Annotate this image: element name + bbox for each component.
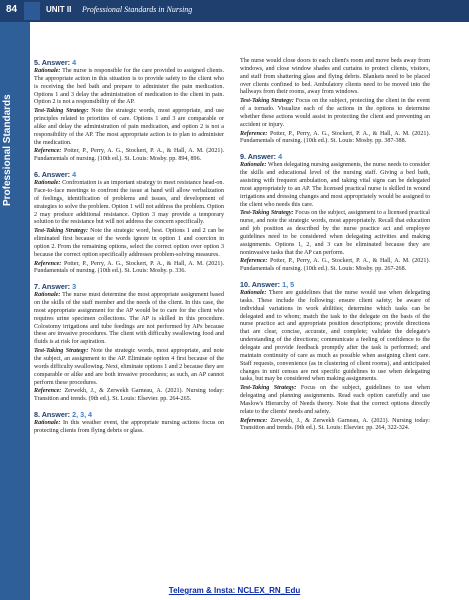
answer-paragraph [240,258,430,274]
paragraph-label: Rationale: [240,162,267,169]
answer-paragraph [34,420,224,436]
answer-label: 6. Answer: [34,170,73,180]
page-header [0,0,469,22]
answer-paragraph [34,292,224,347]
answer-value: 1, 5 [282,280,295,290]
answer-heading [240,152,430,161]
answer-block [34,282,224,404]
paragraph-label: Reference: [240,130,268,137]
paragraph-text: The nurse must determine the most appropriate assignment based on the skills of the staff member and the needs of the client. In this case, the most appropriate assignment for the AP would be to care for the client who requires urine specimen collections. The AP is skilled in this procedure. Colostomy irrigations and tube feedings are not performed by APs because these are invasive procedures. The client with difficulty swallowing food and fluids is at risk for aspiration. [34,292,224,346]
paragraph-text: Potter, P., Perry, A. G., Stockert, P. A., & Hall, A. M. (2021). Fundamentals of nursing. (10th ed.). St. Louis: Mosby. pp. 894, 896. [34,148,224,163]
page-number: 84 [6,4,18,15]
answer-paragraph [34,261,224,277]
paragraph-text: Focus on the subject, protecting the client in the event of a tornado. Visualize each of the actions in the options to determine whether these actions would assist in protecting the client and preventing an accident or injury. [240,98,430,128]
paragraph-text: In this weather event, the appropriate nursing actions focus on protecting clients from flying debris or glass. [34,420,224,434]
paragraph-label: Reference: [240,417,268,424]
paragraph-text: Focus on the subject, assignment to a licensed practical nurse, and note the strategic words, most appropriately. Recall that education and job position as described by the nurse practice act and employee guidelines need to be considered when delegating activities and making assignments. Options 1, 2, and 3 can be eliminated because they are noninvasive tasks that the AP can perform. [240,210,430,256]
answer-block [34,410,224,436]
answer-paragraph [240,58,430,97]
paragraph-text: Note the strategic word, best. Options 1 and 2 can be eliminated first because of the words ignore in option 1 and coercion in option 2. From the remaining options, select the correct option over option 3 because the correct option specifically addresses problem-solving measures. [34,228,224,258]
paragraph-text: Zerwekh, J., & Zerwekh Garneau, A. (2021). Nursing today: Transition and trends. (9th ed.). St. Louis: Elsevier. pp. 264-265. [34,388,224,403]
answer-label: 9. Answer: [240,152,279,162]
answer-block [240,152,430,274]
answer-label: 5. Answer: [34,58,73,67]
paragraph-text: The nurse is responsible for the care provided to assigned clients. The appropriate action in this situation is to provide safety to the client who is receiving the bed bath and prepare to administer the pain medication. Options 1 and 3 delay the administration of medication to the client in pain. Option 2 is not a responsibility of the AP. [34,68,224,106]
answer-paragraph [34,108,224,147]
paragraph-text: There are guidelines that the nurse would use when delegating tasks. These include the following: ensure client safety; be aware of individual variations in work abilities; determine which tasks can be delegated and to whom; match the task to the delegate on the basis of the nurse practice act and appropriate position descriptions; provide directions that are clear, concise, accurate, and complete; validate the delegate's understanding of the directions; communicate a feeling of confidence to the delegate and provide feedback promptly after the task is performed; and maintain continuity of care as much as possible when assigning client care. Staff requests, convenience (as in clustering of client rooms), and anticipated changes in unit census are not specific guidelines to use when delegating tasks, but may be considered when making assignments. [240,290,430,383]
answer-paragraph [240,131,430,147]
header-separator [24,2,40,20]
unit-title: Professional Standards in Nursing [82,5,193,14]
section-sidebar [0,22,30,600]
answer-label: 8. Answer: [34,410,73,420]
paragraph-label: Rationale: [34,68,61,74]
paragraph-label: Rationale: [34,420,61,427]
paragraph-text: Potter, P., Perry, A. G., Stockert, P. A., & Hall, A. M. (2021). Fundamentals of nursing. (10th ed.). St. Louis: Mosby. pp. 387-388. [240,130,430,145]
paragraph-label: Reference: [34,260,62,267]
paragraph-text: Note the strategic words, most appropriate, and note the subject, an assignment to the AP. Eliminate option 4 first because of the words difficulty swallowing. Next, eliminate options 1 and 2 because they are comparable or alike and are both invasive procedures; as such, an AP cannot perform these procedures. [34,348,224,386]
answer-value: 2, 3, 4 [72,410,93,420]
paragraph-label: Test-Taking Strategy: [240,98,294,105]
sidebar-label: Professional Standards [2,94,13,206]
answer-paragraph [240,210,430,257]
answer-paragraph [34,148,224,164]
answer-value: 4 [72,58,77,67]
paragraph-text: Zerwekh, J., & Zerwekh Garneau, A. (2021). Nursing today: Transition and trends. (9th ed.). St. Louis: Elsevier. pp. 264, 322-324. [240,417,430,432]
answer-heading [34,170,224,179]
right-column [240,58,430,439]
answer-heading [34,282,224,291]
answer-paragraph [34,180,224,227]
answer-paragraph [34,348,224,387]
paragraph-label: Reference: [34,148,62,155]
answer-label: 10. Answer: [240,280,283,290]
paragraph-label: Test-Taking Strategy: [34,108,89,115]
paragraph-label: Test-Taking Strategy: [240,385,297,392]
answer-paragraph [34,68,224,107]
answer-heading [34,58,224,67]
paragraph-label: Test-Taking Strategy: [34,348,89,355]
answer-heading [34,410,224,419]
paragraph-text: Potter, P., Perry, A. G., Stockert, P. A., & Hall, A. M. (2021). Fundamentals of nursing. (10th ed.). St. Louis: Mosby. p. 336. [34,260,224,275]
paragraph-text: Focus on the subject, guidelines to use when delegating and planning assignments. Read each option carefully and use Maslow's Hierarchy of Needs theory. Note that the correct options directly relate to the clients' needs and safety. [240,385,430,415]
answer-block [240,280,430,433]
paragraph-text: The nurse would close doors to each client's room and move beds away from windows, and close window shades and curtains to protect clients, visitors, and staff from shattering glass and flying debris. Blankets need to be placed over clients confined to bed. Ambulatory clients need to be moved into the hallways from their rooms, away from windows. [240,58,430,96]
answer-paragraph [240,162,430,209]
paragraph-text: Confrontation is an important strategy to meet resistance head-on. Face-to-face meetings to confront the issue at hand will allow verbalization of feelings, identification of problems and issues, and development of strategies to solve the problem. Option 1 will not address the problem. Option 2 may produce additional resistance. Option 3 may provide a temporary solution to the resistance but will not address the concern specifically. [34,180,224,226]
answer-label: 7. Answer: [34,282,73,292]
paragraph-label: Test-Taking Strategy: [34,228,89,235]
paragraph-label: Reference: [34,388,62,395]
left-column [34,58,224,442]
paragraph-text: Note the strategic words, most appropriate, and use principles related to priorities of care. Options 1 and 3 are comparable or alike and delay the administration of pain medication, and option 2 is not a responsibility of the AP. The most appropriate action is to plan to administer the medication. [34,108,224,146]
paragraph-label: Rationale: [240,290,267,297]
paragraph-label: Reference: [240,258,268,265]
footer-watermark: Telegram & Insta: NCLEX_RN_Edu [168,586,301,595]
unit-label: UNIT II [46,5,72,14]
answer-value: 4 [72,170,77,180]
answer-paragraph [34,388,224,404]
answer-block [34,58,224,164]
answer-paragraph [240,290,430,384]
answer-paragraph [240,385,430,416]
paragraph-text: Potter, P., Perry, A. G., Stockert, P. A., & Hall, A. M. (2021). Fundamentals of nursing. (10th ed.). St. Louis: Mosby. pp. 267-268. [240,258,430,273]
paragraph-label: Test-Taking Strategy: [240,210,294,217]
paragraph-text: When delegating nursing assignments, the nurse needs to consider the skills and educational level of the nursing staff. Giving a bed bath, assisting with frequent ambulation, and taking vital signs can be delegated most appropriately to an AP. The licensed practical nurse is skilled in wound irrigations and dressing changes and most appropriately would be assigned to the client who needs this care. [240,162,430,208]
paragraph-label: Rationale: [34,292,61,299]
answer-block [240,58,430,146]
answer-paragraph [240,418,430,434]
answer-value: 3 [72,282,77,292]
answer-value: 4 [278,152,283,162]
answer-paragraph [34,228,224,259]
answer-heading [240,280,430,289]
answer-paragraph [240,98,430,129]
paragraph-label: Rationale: [34,180,61,187]
answer-block [34,170,224,276]
